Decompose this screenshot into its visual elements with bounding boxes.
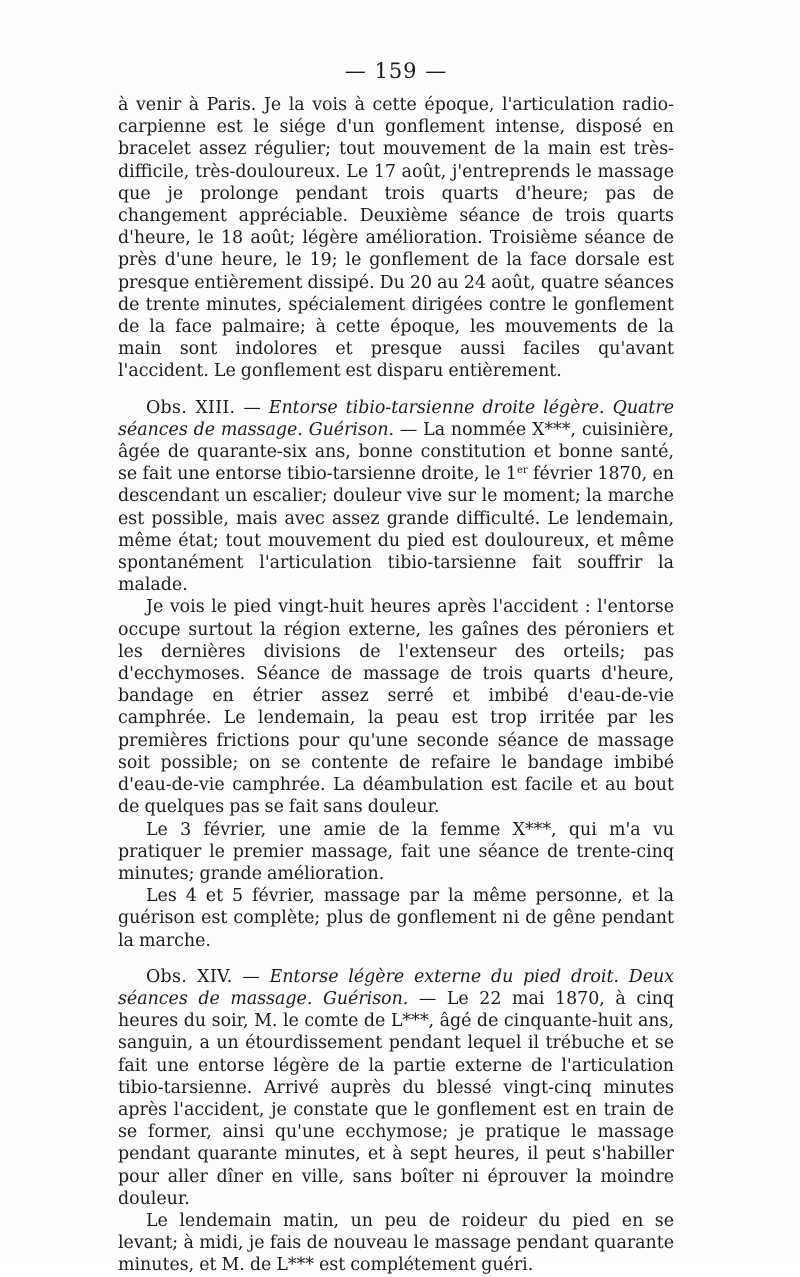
observation-xiii-text-a: — La nommée X***, cuisinière, âgée de quarante-six ans, bonne constitution et bonne santé, se fait une entorse tibio-tarsienne droite, le 1 <box>118 419 674 485</box>
observation-xiii-text-b: février 1870, en descendant un escalier; douleur vive sur le moment; la marche est possible, mais avec assez grande difficulté. Le lendemain, même état; tout mouvement du pied est douloureux, et même spontanément l'articulation tibio-tarsienne fait souffrir la malade. <box>118 464 674 596</box>
observation-xiv-paragraph-2: Le lendemain matin, un peu de roideur du pied en se levant; à midi, je fais de nouveau le massage pendant quarante minutes, et M. de L*** est complétement guéri. <box>118 1210 674 1276</box>
observation-xiii-superscript: er <box>516 465 528 477</box>
observation-xiv-label: Obs. XIV. <box>146 966 233 987</box>
observation-xiii-dash: — <box>235 397 269 418</box>
observation-xiii-label: Obs. XIII. <box>146 397 236 418</box>
page-number: — 159 — <box>344 59 448 83</box>
observation-xiv-paragraph <box>118 966 674 1210</box>
observation-xiv-title: Entorse légère externe du pied droit. Deux séances de massage. Guérison. <box>118 966 675 1009</box>
observation-xiii-paragraph <box>118 397 674 597</box>
observation-xiv-dash: — <box>232 966 270 987</box>
text-block <box>118 56 674 1277</box>
observation-xiii-title: Entorse tibio-tarsienne droite légère. Quatre séances de massage. Guérison. <box>118 397 674 440</box>
observation-xiv-text: — Le 22 mai 1870, à cinq heures du soir, M. le comte de L***, âgé de cinquante-huit ans, sanguin, a un étourdissement pendant lequel il trébuche et se fait une entorse légère de la partie externe de l'articulation tibio-tarsienne. Arrivé auprès du blessé vingt-cinq minutes après l'accident, je constate que le gonflement est en train de se former, ainsi qu'une ecchymose; je pratique le massage pendant quarante minutes, et à sept heures, il peut s'habiller pour aller dîner en ville, sans boîter ni éprouver la moindre douleur. <box>118 988 674 1209</box>
observation-xiii-paragraph-3: Le 3 février, une amie de la femme X***, qui m'a vu pratiquer le premier massage, fait une séance de trente-cinq minutes; grande amélioration. <box>118 819 674 884</box>
continuation-paragraph: à venir à Paris. Je la vois à cette époque, l'articulation radio-carpienne est le siége d'un gonflement intense, disposé en bracelet assez régulier; tout mouvement de la main est très-difficile, très-douloureux. Le 17 août, j'entreprends le massage que je prolonge pendant trois quarts d'heure; pas de changement appréciable. Deuxième séance de trois quarts d'heure, le 18 août; légère amélioration. Troisième séance de près d'une heure, le 19; le gonflement de la face dorsale est presque entièrement dissipé. Du 20 au 24 août, quatre séances de trente minutes, spécialement dirigées contre le gonflement de la face palmaire; à cette époque, les mouvements de la main sont indolores et presque aussi faciles qu'avant l'accident. Le gonflement est disparu entièrement. <box>118 95 674 382</box>
observation-xiii-paragraph-4: Les 4 et 5 février, massage par la même personne, et la guérison est complète; plus de gonflement ni de gêne pendant la marche. <box>118 886 674 951</box>
observation-xiii-paragraph-2: Je vois le pied vingt-huit heures après l'accident : l'entorse occupe surtout la région externe, les gaînes des péroniers et les dernières divisions de l'extenseur des orteils; pas d'ecchymoses. Séance de massage de trois quarts d'heure, bandage en étrier assez serré et imbibé d'eau-de-vie camphrée. Le lendemain, la peau est trop irritée par les premières frictions pour qu'une seconde séance de massage soit possible; on se contente de refaire le bandage imbibé d'eau-de-vie camphrée. La déambulation est facile et au bout de quelques pas se fait sans douleur. <box>118 597 674 818</box>
